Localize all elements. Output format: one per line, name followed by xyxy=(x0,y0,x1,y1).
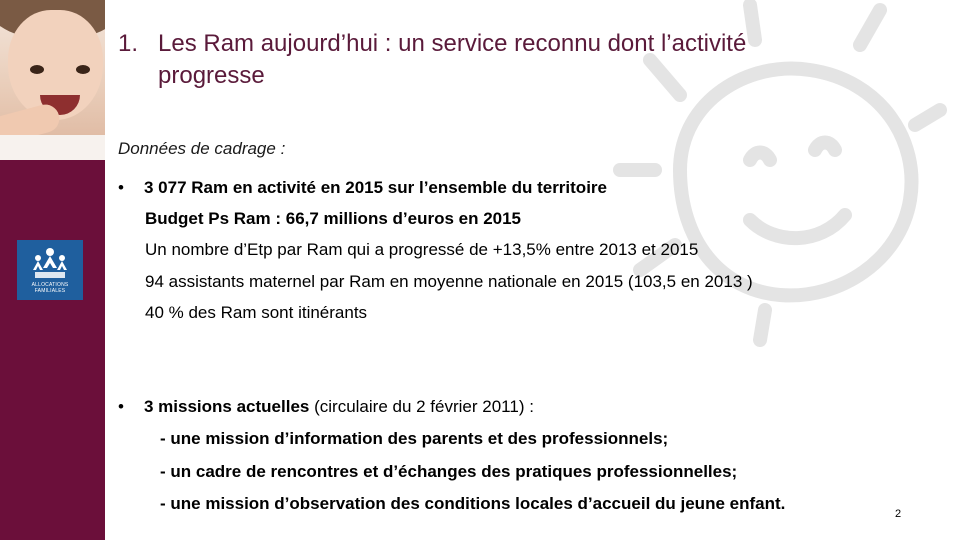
title-line1: Les Ram aujourd’hui : un service reconnu dont l’activité xyxy=(158,30,747,57)
child-photo xyxy=(0,0,105,160)
cadrage-line-3: 94 assistants maternel par Ram en moyenne nationale en 2015 (103,5 en 2013 ) xyxy=(145,272,753,291)
bullet-lead-2-text xyxy=(144,397,534,416)
cadrage-line-1: Budget Ps Ram : 66,7 millions d’euros en 2015 xyxy=(145,209,522,228)
page-number: 2 xyxy=(895,508,902,520)
bullet-lead-1-text: 3 077 Ram en activité en 2015 sur l’ensemble du territoire xyxy=(144,178,607,197)
photo-shirt xyxy=(0,135,105,160)
missions-lead-bold: 3 missions actuelles xyxy=(144,397,310,416)
bullet-lead-2 xyxy=(118,397,534,417)
title-line2: progresse xyxy=(158,62,265,89)
bullet-icon: • xyxy=(118,178,124,197)
family-icon xyxy=(29,246,71,280)
mission-item-3: - une mission d’observation des conditions locales d’accueil du jeune enfant. xyxy=(160,494,786,513)
cadrage-line-2: Un nombre d’Etp par Ram qui a progressé de +13,5% entre 2013 et 2015 xyxy=(145,240,699,259)
photo-eye-right xyxy=(76,65,90,74)
bullet-lead-1 xyxy=(118,178,607,198)
title-number: 1. xyxy=(118,30,139,57)
bullet-icon: • xyxy=(118,397,124,416)
logo-text-line1: ALLOCATIONS xyxy=(31,282,69,288)
photo-eye-left xyxy=(30,65,44,74)
logo-text-line2: FAMILIALES xyxy=(34,288,66,294)
mission-item-2: - un cadre de rencontres et d’échanges des pratiques professionnelles; xyxy=(160,462,738,481)
missions-lead-rest: (circulaire du 2 février 2011) : xyxy=(309,397,534,416)
section-subtitle: Données de cadrage : xyxy=(118,139,286,158)
photo-face xyxy=(8,10,103,120)
section-cadrage xyxy=(118,0,918,540)
cadrage-line-4: 40 % des Ram sont itinérants xyxy=(145,303,368,322)
mission-item-1: - une mission d’information des parents et des professionnels; xyxy=(160,429,669,448)
caf-logo xyxy=(17,240,83,300)
logo-text xyxy=(32,282,69,294)
